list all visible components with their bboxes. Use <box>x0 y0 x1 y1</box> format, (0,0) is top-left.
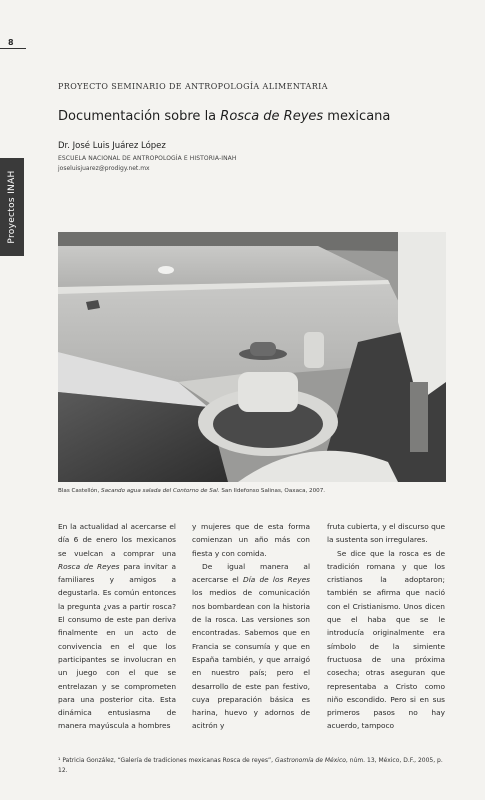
caption-place: . San Ildefonso Salinas, Oaxaca, 2007. <box>217 488 326 494</box>
paragraph <box>58 520 176 733</box>
section-kicker: PROYECTO SEMINARIO DE ANTROPOLOGÍA ALIMENTARIA <box>58 82 328 91</box>
paragraph: Se dice que la rosca es de tradición romana y que los cristianos la adoptaron; también se afirma que nació con el Cristianismo. Unos dicen que el haba que se le introducía originalmente era símbolo de la simiente fructuosa de una próxima cosecha; otras aseguran que representaba a Cristo como niño escondido. Pero si en sus primeros pasos no hay acuerdo, tampoco <box>327 548 445 731</box>
footnote <box>58 756 448 776</box>
title-text-end: mexicana <box>323 109 391 124</box>
paragraph: fruta cubierta, y el discurso que la sustenta son irregulares. <box>327 522 446 545</box>
text-run: los medios de comunicación nos bombardean con la historia de la rosca. Las versiones son encontradas. Sabemos que en Francia se consumía y que en España también, y que arraigó en nuestro país; pero el desarrollo de este pan festivo, cuya preparación básica es harina, huevo y adornos de acitrón y <box>192 588 310 731</box>
body-column-2 <box>192 520 310 733</box>
footnote-text: ¹ Patricia González, “Galería de tradiciones mexicanas Rosca de reyes”, <box>58 757 275 764</box>
text-run: En la actualidad al acercarse el día 6 de enero los mexicanos se vuelcan a comprar una <box>58 522 176 558</box>
footnote-journal: Gastronomía de México <box>274 757 346 764</box>
author-affiliation: ESCUELA NACIONAL DE ANTROPOLOGÍA E HISTORIA-INAH <box>58 155 237 162</box>
title-text-start: Documentación sobre la <box>58 109 221 124</box>
section-tab-label: Proyectos INAH <box>7 170 17 244</box>
text-italic: Rosca de Reyes <box>58 561 120 571</box>
text-run: De igual manera al acercarse el <box>192 561 310 585</box>
photo-illustration <box>58 232 446 482</box>
author-email: joseluisjuarez@prodigy.net.mx <box>58 165 150 172</box>
photo-caption <box>58 488 325 494</box>
paragraph: y mujeres que de esta forma comienzan un año más con fiesta y con comida. <box>192 522 310 558</box>
section-tab <box>0 158 24 256</box>
paragraph <box>192 560 310 733</box>
footnote-text: , núm. 13, México, D.F., 2005, p. 12. <box>58 757 443 774</box>
article-title <box>58 109 390 124</box>
caption-author: Blas Castellón, <box>58 488 102 494</box>
page-number: 8 <box>8 38 14 47</box>
caption-title: Sacando agua salada del Contorno de Sal <box>101 488 218 494</box>
text-run: para invitar a familiares y amigos a degustarla. Es común entonces la pregunta ¿vas a partir rosca? El consumo de este pan deriva finalmente en un acto de convivencia en el que los participantes se involucran en un juego con el que se entrelazan y se comprometen para una posterior cita. Esta dinámica entusiasma de manera mayúscula a hombres <box>58 561 176 731</box>
body-column-1 <box>58 520 176 733</box>
author-name: Dr. José Luis Juárez López <box>58 141 166 151</box>
salt-works-photo <box>58 232 446 482</box>
body-column-3 <box>327 520 445 733</box>
title-text-italic: Rosca de Reyes <box>220 109 324 124</box>
top-rule <box>0 48 26 49</box>
text-italic: Día de los Reyes <box>243 575 310 585</box>
